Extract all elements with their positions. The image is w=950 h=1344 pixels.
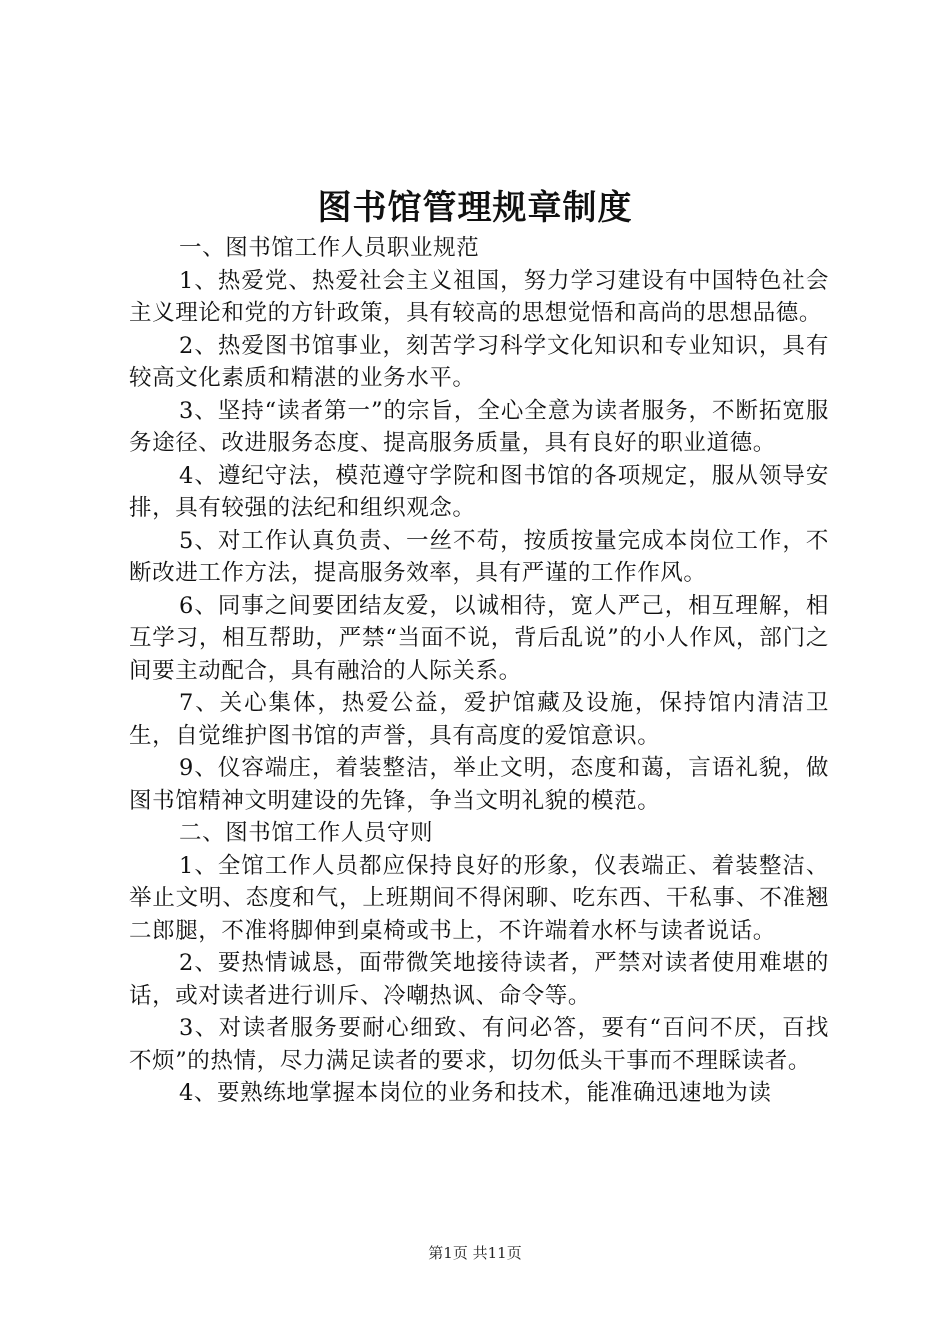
paragraph: 3、坚持“读者第一”的宗旨，全心全意为读者服务，不断拓宽服务途径、改进服务态度、提高服务质量，具有良好的职业道德。	[129, 397, 829, 456]
page-footer: 第1页 共11页	[428, 1244, 522, 1262]
paragraph: 7、关心集体，热爱公益，爱护馆藏及设施，保持馆内清洁卫生，自觉维护图书馆的声誉，具有高度的爱馆意识。	[129, 690, 829, 749]
paragraph: 4、遵纪守法，模范遵守学院和图书馆的各项规定，服从领导安排，具有较强的法纪和组织观念。	[129, 462, 829, 521]
paragraph: 9、仪容端庄，着装整洁，举止文明，态度和蔼，言语礼貌，做图书馆精神文明建设的先锋，争当文明礼貌的模范。	[129, 755, 829, 814]
paragraph: 3、对读者服务要耐心细致、有问必答，要有“百问不厌，百找不烦”的热情，尽力满足读者的要求，切勿低头干事而不理睬读者。	[129, 1015, 829, 1074]
paragraph: 6、同事之间要团结友爱，以诚相待，宽人严己，相互理解，相互学习，相互帮助，严禁“当面不说，背后乱说”的小人作风，部门之间要主动配合，具有融洽的人际关系。	[129, 592, 829, 684]
document-title: 图书馆管理规章制度	[317, 188, 633, 228]
paragraph: 2、要热情诚恳，面带微笑地接待读者，严禁对读者使用难堪的话，或对读者进行训斥、冷嘲热讽、命令等。	[129, 950, 829, 1009]
document-body	[129, 232, 829, 1110]
section-heading: 二、图书馆工作人员守则	[179, 820, 434, 846]
section-heading: 一、图书馆工作人员职业规范	[179, 235, 480, 261]
paragraph: 1、全馆工作人员都应保持良好的形象，仪表端正、着装整洁、举止文明、态度和气，上班期间不得闲聊、吃东西、干私事、不准翘二郎腿，不准将脚伸到桌椅或书上，不许端着水杯与读者说话。	[129, 852, 829, 944]
paragraph: 4、要熟练地掌握本岗位的业务和技术，能准确迅速地为读	[179, 1080, 772, 1106]
paragraph: 5、对工作认真负责、一丝不苟，按质按量完成本岗位工作，不断改进工作方法，提高服务效率，具有严谨的工作作风。	[129, 527, 829, 586]
paragraph: 2、热爱图书馆事业，刻苦学习科学文化知识和专业知识，具有较高文化素质和精湛的业务水平。	[129, 332, 829, 391]
paragraph: 1、热爱党、热爱社会主义祖国，努力学习建设有中国特色社会主义理论和党的方针政策，具有较高的思想觉悟和高尚的思想品德。	[129, 267, 829, 326]
